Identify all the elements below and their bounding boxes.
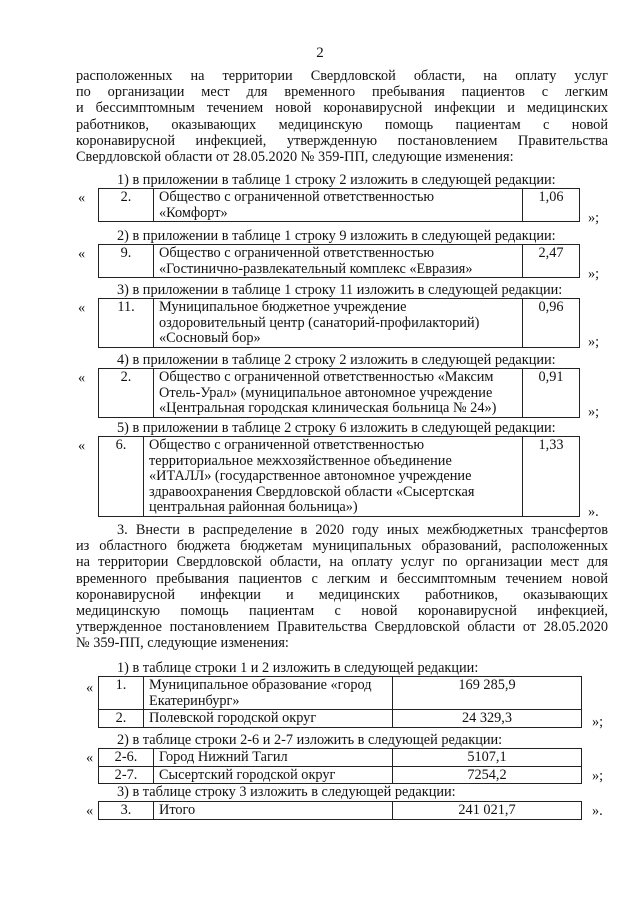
row-number: 2. xyxy=(99,710,144,728)
row-name xyxy=(154,189,523,222)
distribution-table xyxy=(98,676,582,728)
text-line: и бессимптомным течением новой коронавирусной инфекции и медицинских xyxy=(76,100,608,117)
name-line: Общество с ограниченной ответственностью xyxy=(159,245,435,261)
row-name xyxy=(144,437,523,517)
text-line: работников, оказывающих медицинскую помощь пациентам с новой xyxy=(76,116,608,133)
text-line: коронавирусной инфекции и медицинских работников, оказывающих xyxy=(76,586,608,603)
text-line: на территории Свердловской области, на оплату услуг по организации мест для xyxy=(76,554,608,571)
intro-paragraph xyxy=(76,68,608,165)
quote-open: « xyxy=(86,750,94,766)
quote-open: « xyxy=(78,370,86,386)
row-name: Итого xyxy=(154,802,393,820)
table-row xyxy=(99,766,582,784)
amendment-table xyxy=(98,298,580,348)
quote-open: « xyxy=(78,190,86,206)
name-line: Общество с ограниченной ответственностью xyxy=(159,189,435,205)
name-line: «Комфорт» xyxy=(159,204,228,221)
row-value: 0,91 xyxy=(523,369,580,418)
row-name: Город Нижний Тагил xyxy=(154,749,393,767)
item-label: 5) в приложении в таблице 2 строку 6 изложить в следующей редакции: xyxy=(117,420,556,436)
name-line: «Сосновый бор» xyxy=(159,330,261,347)
text-line: Свердловской области от 28.05.2020 № 359-ПП, следующие изменения: xyxy=(76,149,514,166)
row-number: 11. xyxy=(99,299,154,348)
row-number: 9. xyxy=(99,245,154,278)
distribution-table xyxy=(98,748,582,784)
name-line: «Гостинично-развлекательный комплекс «Евразия» xyxy=(159,260,473,277)
row-name xyxy=(144,677,393,710)
row-name: Полевской городской округ xyxy=(144,710,393,728)
quote-close: ». xyxy=(588,504,599,520)
item-label: 2) в приложении в таблице 1 строку 9 изложить в следующей редакции: xyxy=(117,228,556,244)
table-row xyxy=(99,299,580,348)
quote-open: « xyxy=(78,300,86,316)
name-line: Общество с ограниченной ответственностью «Максим xyxy=(159,369,494,385)
row-value: 5107,1 xyxy=(393,749,582,767)
paragraph-3 xyxy=(76,522,608,652)
text-line: № 359-ПП, следующие изменения: xyxy=(76,635,289,652)
table-row xyxy=(99,369,580,418)
row-number: 2. xyxy=(99,369,154,418)
amendment-table xyxy=(98,188,580,222)
name-line: Отель-Урал» (муниципальное автономное учреждение xyxy=(159,384,493,401)
row-value: 241 021,7 xyxy=(393,802,582,820)
table-row xyxy=(99,710,582,728)
table-row xyxy=(99,245,580,278)
quote-close: »; xyxy=(588,404,600,420)
text-line: из областного бюджета бюджетам муниципальных образований, расположенных xyxy=(76,538,608,555)
row-value: 0,96 xyxy=(523,299,580,348)
quote-open: « xyxy=(78,438,86,454)
row-name: Сысертский городской округ xyxy=(154,766,393,784)
row-value: 169 285,9 xyxy=(393,677,582,710)
quote-close: »; xyxy=(592,714,604,730)
quote-close: ». xyxy=(592,803,603,819)
row-number: 2-7. xyxy=(99,766,154,784)
name-line: оздоровительный центр (санаторий-профилакторий) xyxy=(159,314,480,331)
row-number: 1. xyxy=(99,677,144,710)
quote-open: « xyxy=(78,246,86,262)
text-line: утвержденное постановлением Правительства Свердловской области от 28.05.2020 xyxy=(76,619,608,636)
item-label: 1) в приложении в таблице 1 строку 2 изложить в следующей редакции: xyxy=(117,172,556,188)
quote-close: »; xyxy=(592,768,604,784)
row-value: 24 329,3 xyxy=(393,710,582,728)
distribution-table xyxy=(98,801,582,820)
amendment-table xyxy=(98,368,580,418)
row-value: 1,06 xyxy=(523,189,580,222)
item-label: 3) в приложении в таблице 1 строку 11 изложить в следующей редакции: xyxy=(117,282,563,298)
name-line: «ИТАЛЛ» (государственное автономное учреждение xyxy=(149,468,472,485)
item-label: 4) в приложении в таблице 2 строку 2 изложить в следующей редакции: xyxy=(117,352,556,368)
item-label: 2) в таблице строки 2-6 и 2-7 изложить в следующей редакции: xyxy=(117,732,503,748)
item-label: 3) в таблице строку 3 изложить в следующей редакции: xyxy=(117,784,456,800)
row-value: 7254,2 xyxy=(393,766,582,784)
name-line: Екатеринбург» xyxy=(149,692,240,709)
name-line: центральная районная больница») xyxy=(149,499,358,516)
table-row xyxy=(99,677,582,710)
row-value: 2,47 xyxy=(523,245,580,278)
row-number: 6. xyxy=(99,437,144,517)
name-line: «Центральная городская клиническая больница № 24») xyxy=(159,400,497,417)
text-line: временного пребывания пациентов с легким и бессимптомным течением новой xyxy=(76,570,608,587)
quote-close: »; xyxy=(588,210,600,226)
item-label: 1) в таблице строки 1 и 2 изложить в следующей редакции: xyxy=(117,660,479,676)
amendment-table xyxy=(98,436,580,517)
text-line: 3. Внести в распределение в 2020 году иных межбюджетных трансфертов xyxy=(117,522,608,538)
name-line: здравоохранения Свердловской области «Сысертская xyxy=(149,483,475,500)
name-line: Муниципальное бюджетное учреждение xyxy=(159,299,407,315)
name-line: Общество с ограниченной ответственностью xyxy=(149,437,425,453)
row-number: 2. xyxy=(99,189,154,222)
table-row xyxy=(99,802,582,820)
table-row xyxy=(99,437,580,517)
quote-close: »; xyxy=(588,334,600,350)
name-line: территориальное межхозяйственное объединение xyxy=(149,452,452,469)
row-name xyxy=(154,245,523,278)
text-line: коронавирусной инфекцией, утвержденную постановлением Правительства xyxy=(76,132,608,149)
quote-open: « xyxy=(86,803,94,819)
quote-close: »; xyxy=(588,266,600,282)
table-row xyxy=(99,749,582,767)
row-number: 3. xyxy=(99,802,154,820)
row-number: 2-6. xyxy=(99,749,154,767)
page-number: 2 xyxy=(316,45,324,61)
quote-open: « xyxy=(86,680,94,696)
amendment-table xyxy=(98,244,580,278)
name-line: Муниципальное образование «город xyxy=(149,677,372,693)
text-line: расположенных на территории Свердловской области, на оплату услуг xyxy=(76,68,608,84)
text-line: медицинскую помощь пациентам с новой коронавирусной инфекцией, xyxy=(76,603,608,620)
row-name xyxy=(154,299,523,348)
table-row xyxy=(99,189,580,222)
row-value: 1,33 xyxy=(523,437,580,517)
text-line: по организации мест для временного пребывания пациентов с легким xyxy=(76,84,608,101)
row-name xyxy=(154,369,523,418)
